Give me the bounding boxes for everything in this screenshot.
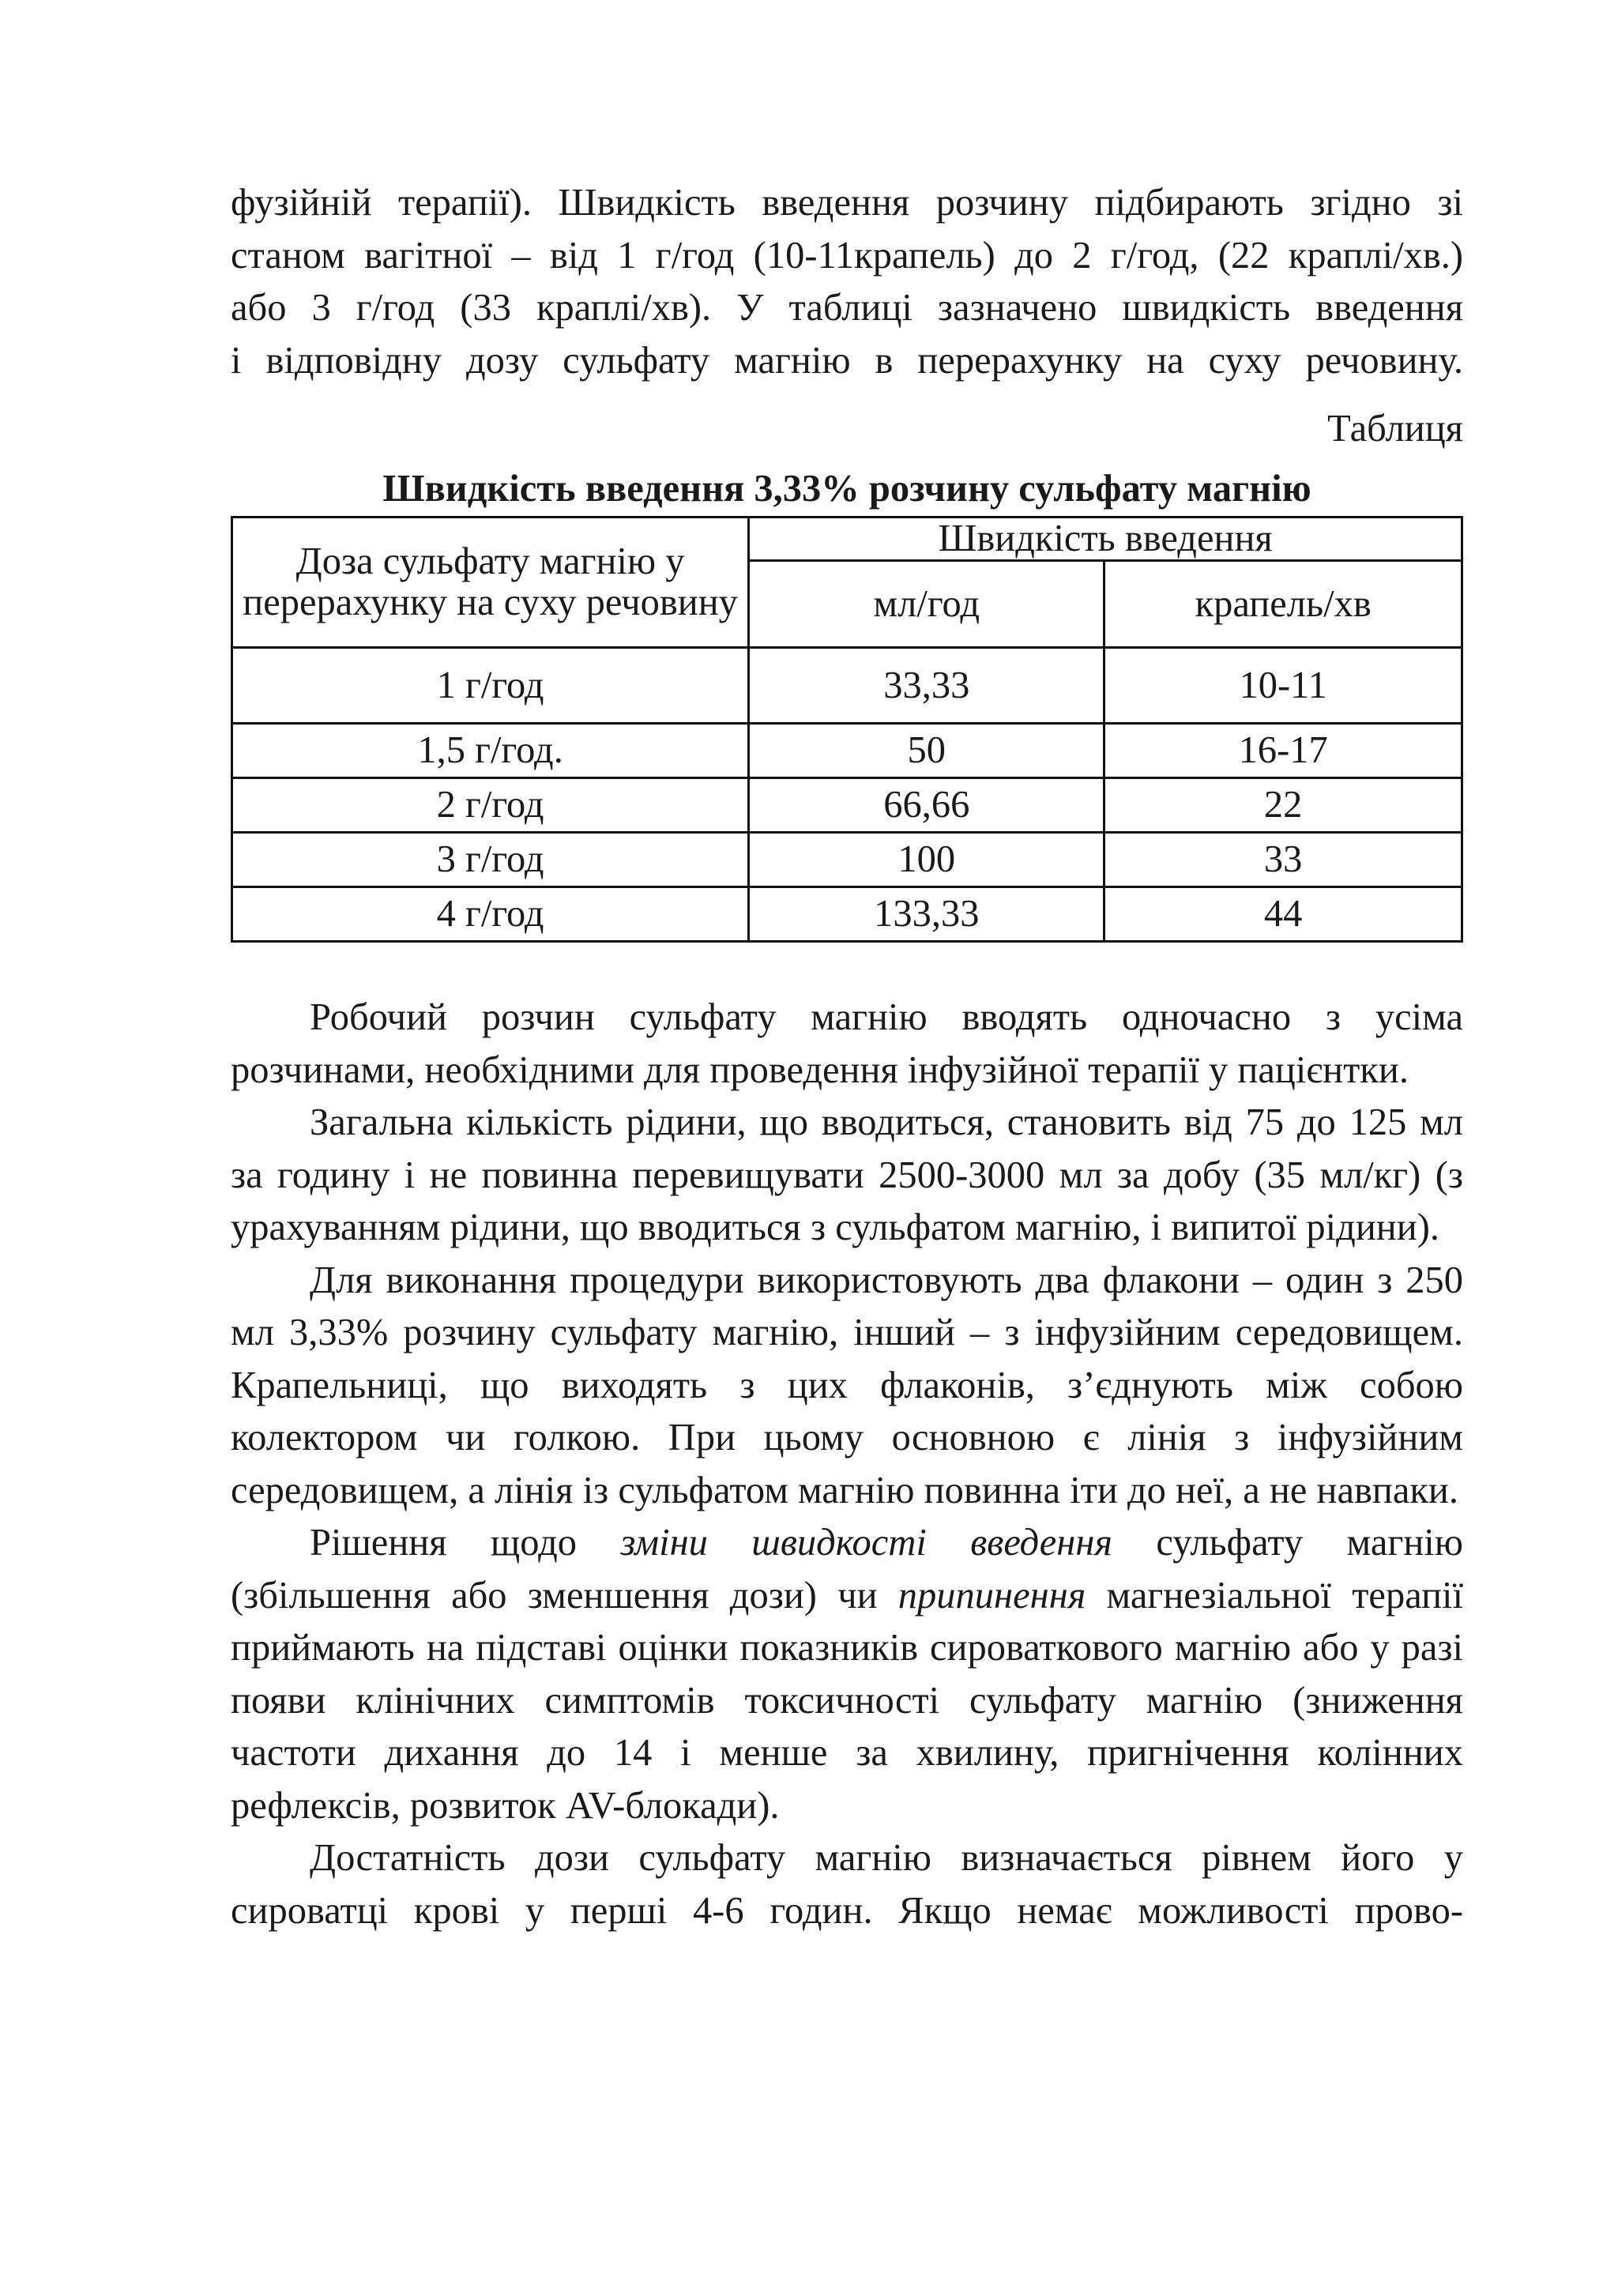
header-dose: Доза сульфату магнію у перерахунку на суху речовину <box>232 518 749 648</box>
cell-ml: 50 <box>749 724 1104 778</box>
paragraph-working-solution: Робочий розчин сульфату магнію вводять одночасно з усіма розчинами, необхідними для проведення інфузійної терапії у пацієнтки. <box>231 996 1463 1091</box>
intro-line-3: або 3 г/год (33 краплі/хв). У таблиці зазначено швидкість введення <box>231 287 1463 329</box>
paragraph-dose-adequacy: Достатність дози сульфату магнію визначається рівнем його у сироватці крові у перші 4-6 годин. Якщо немає можливості прово- <box>231 1837 1463 1932</box>
cell-drops: 22 <box>1104 778 1462 833</box>
header-drops: крапель/хв <box>1104 561 1462 648</box>
paragraph-fluid-volume: Загальна кількість рідини, що вводиться, становить від 75 до 125 мл за годину і не повинна перевищувати 2500-3000 мл за добу (35 мл/кг) (з урахуванням рідини, що вводиться з сульфатом магнію, і випитої рідини). <box>231 1101 1463 1248</box>
decision-text-b: сульфату магнію (збільшення або зменшення дози) чи <box>231 1522 1464 1617</box>
intro-text <box>231 177 1463 387</box>
intro-line-1: фузійній терапії). Швидкість введення розчину підбирають згідно зі <box>231 182 1463 224</box>
paragraph-procedure: Для виконання процедури використовують два флакони – один з 250 мл 3,33% розчину сульфату магнію, інший – з інфузійним середовищем. Крапельниці, що виходять з цих флаконів, з’єднують між собою колектором чи голкою. При цьому основною є лінія з інфузійним середовищем, а лінія із сульфатом магнію повинна іти до неї, а не навпаки. <box>231 1259 1463 1511</box>
table-row <box>232 648 1462 724</box>
decision-text-c: магнезіальної терапії приймають на підставі оцінки показників сироваткового магнію або у разі появи клінічних симптомів токсичності сульфату магнію (зниження частоти дихання до 14 і менше за хвилину, пригнічення колінних рефлексів, розвиток AV-блокади). <box>231 1574 1463 1827</box>
cell-dose: 4 г/год <box>232 887 749 942</box>
cell-drops: 44 <box>1104 887 1462 942</box>
decision-emphasis-stop: припинення <box>897 1574 1086 1617</box>
cell-dose: 1 г/год <box>232 648 749 724</box>
header-rate: Швидкість введення <box>749 518 1462 561</box>
cell-drops: 10-11 <box>1104 648 1462 724</box>
decision-text-a: Рішення щодо <box>310 1522 621 1564</box>
dose-rate-table <box>231 516 1463 943</box>
table-caption: Таблиця <box>1327 408 1463 450</box>
decision-emphasis-rate-change: зміни швидкості введення <box>620 1522 1112 1564</box>
table-row <box>232 778 1462 833</box>
cell-ml: 33,33 <box>749 648 1104 724</box>
cell-ml: 66,66 <box>749 778 1104 833</box>
header-ml: мл/год <box>749 561 1104 648</box>
body-text <box>231 992 1463 1937</box>
cell-dose: 3 г/год <box>232 833 749 887</box>
cell-drops: 33 <box>1104 833 1462 887</box>
intro-line-2: станом вагітної – від 1 г/год (10-11крапель) до 2 г/год, (22 краплі/хв.) <box>231 234 1463 277</box>
table-header-row <box>232 518 1462 561</box>
cell-dose: 1,5 г/год. <box>232 724 749 778</box>
table-title: Швидкість введення 3,33% розчину сульфату магнію <box>382 468 1311 510</box>
table-row <box>232 724 1462 778</box>
table-row <box>232 887 1462 942</box>
cell-drops: 16-17 <box>1104 724 1462 778</box>
cell-dose: 2 г/год <box>232 778 749 833</box>
cell-ml: 100 <box>749 833 1104 887</box>
intro-line-4: і відповідну дозу сульфату магнію в перерахунку на суху речовину. <box>231 339 1463 382</box>
paragraph-decision <box>231 1517 1463 1832</box>
cell-ml: 133,33 <box>749 887 1104 942</box>
table-row <box>232 833 1462 887</box>
